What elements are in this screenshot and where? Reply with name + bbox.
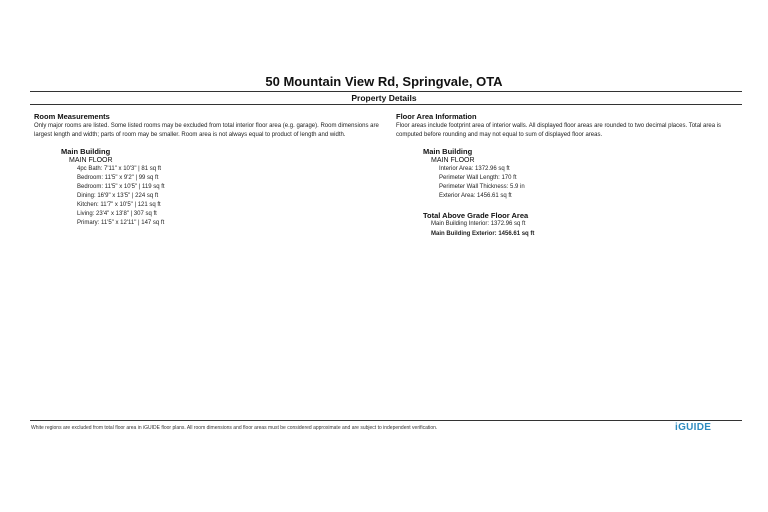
floor-label: MAIN FLOOR — [431, 157, 475, 164]
footer-divider — [30, 420, 742, 421]
room-item: Primary: 11'5" x 12'11" | 147 sq ft — [77, 220, 165, 226]
area-item: Perimeter Wall Length: 170 ft — [439, 175, 517, 181]
floor-area-description: Floor areas include footprint area of interior walls. All displayed floor areas are rounded to two decimal places. Total area is computed before rounding and may not equal to sum of displayed floor areas. — [396, 123, 722, 138]
room-measurements-heading: Room Measurements — [34, 112, 110, 121]
room-item: Dining: 16'9" x 13'5" | 224 sq ft — [77, 193, 159, 199]
building-heading: Main Building — [61, 147, 111, 156]
room-item: Kitchen: 11'7" x 10'5" | 121 sq ft — [77, 202, 161, 208]
room-measurements-description: Only major rooms are listed. Some listed rooms may be excluded from total interior floor area (e.g. garage). Room dimensions are largest length and width; parts of room may be smaller. Room area is not always equal to product of length and width. — [34, 123, 379, 138]
floor-label: MAIN FLOOR — [69, 157, 113, 164]
floor-area-heading: Floor Area Information — [396, 112, 477, 121]
subtitle-divider — [30, 104, 742, 105]
title-divider — [30, 91, 742, 92]
page-title: 50 Mountain View Rd, Springvale, OTA — [265, 74, 503, 89]
room-item: 4pc Bath: 7'11" x 10'3" | 81 sq ft — [77, 166, 162, 172]
total-area-heading: Total Above Grade Floor Area — [423, 211, 529, 220]
floor-area-section — [396, 112, 746, 239]
total-interior: Main Building Interior: 1372.96 sq ft — [431, 221, 526, 227]
building-heading: Main Building — [423, 147, 473, 156]
iguide-logo: iGUIDE — [675, 422, 712, 433]
area-item: Interior Area: 1372.96 sq ft — [439, 166, 510, 172]
room-measurements-section — [34, 112, 384, 228]
page-subtitle: Property Details — [351, 93, 417, 103]
total-exterior: Main Building Exterior: 1456.61 sq ft — [431, 230, 535, 237]
area-item: Exterior Area: 1456.61 sq ft — [439, 193, 512, 199]
room-item: Bedroom: 11'5" x 9'2" | 99 sq ft — [77, 175, 159, 181]
area-item: Perimeter Wall Thickness: 5.9 in — [439, 184, 525, 190]
room-item: Living: 23'4" x 13'8" | 307 sq ft — [77, 211, 157, 217]
room-item: Bedroom: 11'5" x 10'5" | 119 sq ft — [77, 184, 165, 190]
footer-note: White regions are excluded from total floor area in iGUIDE floor plans. All room dimensions and floor areas must be considered approximate and are subject to independent verification. — [31, 425, 438, 431]
